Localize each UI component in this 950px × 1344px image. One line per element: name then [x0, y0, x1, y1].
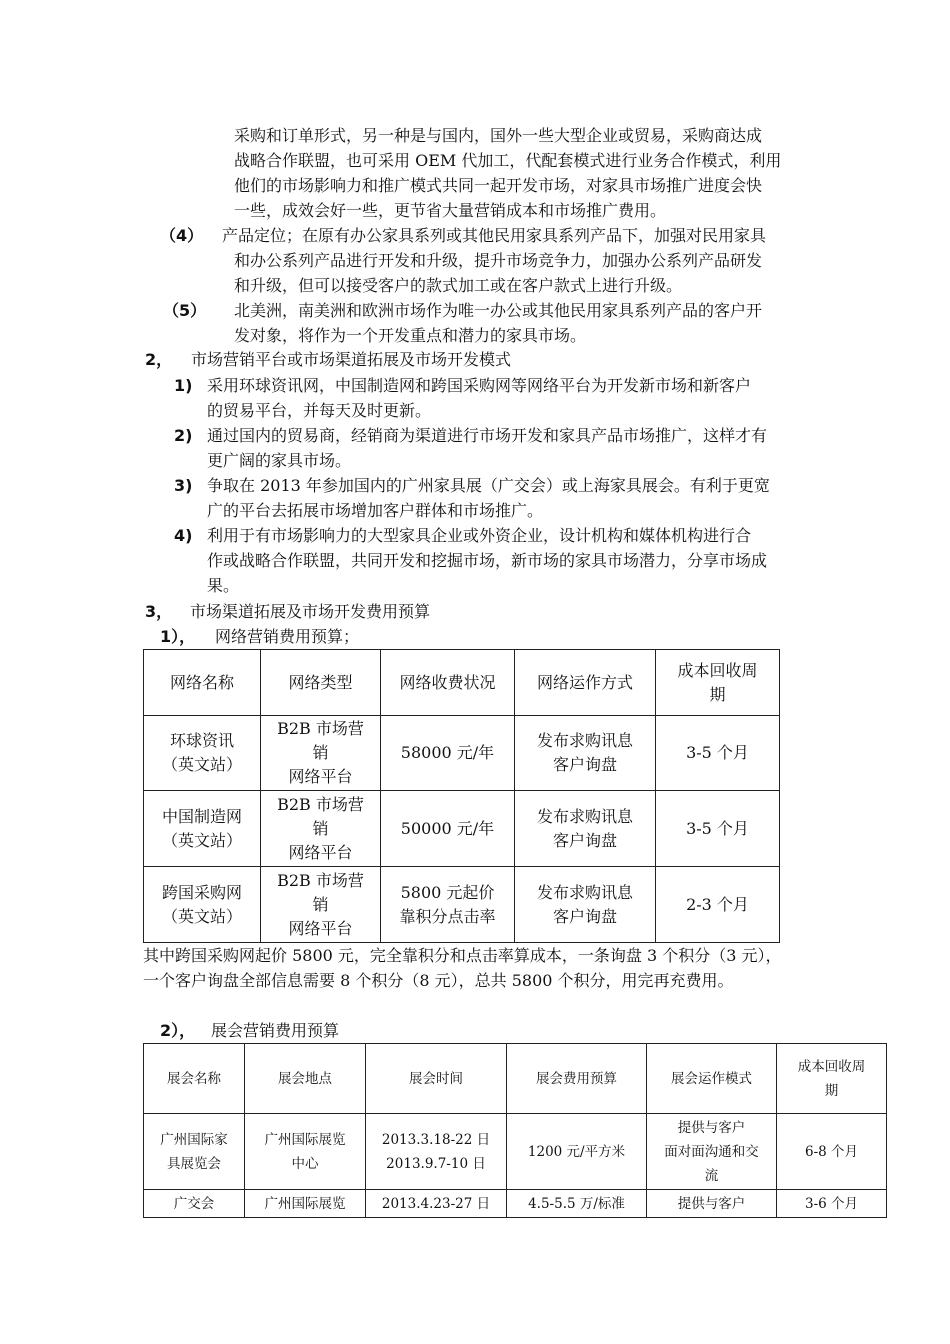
table-header-row	[144, 650, 780, 716]
cell: 提供与客户 面对面沟通和交 流	[647, 1114, 777, 1190]
header-cell: 网络类型	[261, 650, 381, 716]
table-header-row	[144, 1044, 887, 1114]
cell: 4.5-5.5 万/标准	[507, 1190, 647, 1218]
list-text: 的贸易平台，并每天及时更新。	[207, 401, 432, 420]
cell: 广州国际展览	[245, 1190, 366, 1218]
cell: 跨国采购网 （英文站）	[144, 867, 261, 943]
cell: 3-6 个月	[777, 1190, 887, 1218]
cell: 发布求购讯息 客户询盘	[515, 791, 656, 867]
subsection-title: 展会营销费用预算	[211, 1021, 340, 1040]
subsection-title: 网络营销费用预算；	[215, 627, 360, 646]
cell: 6-8 个月	[777, 1114, 887, 1190]
list-text: 采用环球资讯网，中国制造网和跨国采购网等网络平台为开发新市场和新客户	[207, 376, 752, 395]
exhibition-cost-table	[143, 1043, 887, 1218]
item-number: （5）	[163, 301, 207, 320]
section-number: 3，	[145, 602, 173, 621]
cell: 广州国际展览 中心	[245, 1114, 366, 1190]
cell: 中国制造网 （英文站）	[144, 791, 261, 867]
cell: B2B 市场营 销 网络平台	[261, 716, 381, 791]
cell: 2013.3.18-22 日 2013.9.7-10 日	[366, 1114, 507, 1190]
table-row	[144, 867, 780, 943]
cell: 3-5 个月	[656, 791, 780, 867]
item-number: （4）	[160, 226, 204, 245]
list-text: 作或战略合作联盟，共同开发和挖掘市场，新市场的家具市场潜力，分享市场成	[207, 551, 768, 570]
header-cell: 网络名称	[144, 650, 261, 716]
item-text: 和升级，但可以接受客户的款式加工或在客户款式上进行升级。	[234, 276, 683, 295]
list-number: 2)	[174, 426, 193, 445]
cell: 提供与客户	[647, 1190, 777, 1218]
cell: 2013.4.23-27 日	[366, 1190, 507, 1218]
network-cost-table	[143, 649, 780, 943]
item-text: 发对象，将作为一个开发重点和潜力的家具市场。	[234, 326, 587, 345]
header-cell: 成本回收周 期	[656, 650, 780, 716]
section-title: 市场营销平台或市场渠道拓展及市场开发模式	[191, 350, 512, 369]
item-text: 和办公系列产品进行开发和升级，提升市场竞争力，加强办公系列产品研发	[234, 251, 763, 270]
cell: 环球资讯 （英文站）	[144, 716, 261, 791]
list-number: 4)	[174, 526, 193, 545]
cell: B2B 市场营 销 网络平台	[261, 791, 381, 867]
list-number: 3)	[174, 476, 193, 495]
header-cell: 展会费用预算	[507, 1044, 647, 1114]
cell: 50000 元/年	[381, 791, 515, 867]
section-title: 市场渠道拓展及市场开发费用预算	[190, 602, 431, 621]
para-line: 战略合作联盟，也可采用 OEM 代加工，代配套模式进行业务合作模式，利用	[234, 151, 782, 170]
cell: 58000 元/年	[381, 716, 515, 791]
table-row	[144, 791, 780, 867]
header-cell: 网络收费状况	[381, 650, 515, 716]
list-text: 通过国内的贸易商，经销商为渠道进行市场开发和家具产品市场推广，这样才有	[207, 426, 768, 445]
header-cell: 展会运作模式	[647, 1044, 777, 1114]
list-text: 更广阔的家具市场。	[207, 451, 352, 470]
header-cell: 网络运作方式	[515, 650, 656, 716]
header-cell: 展会时间	[366, 1044, 507, 1114]
cell: 广州国际家 具展览会	[144, 1114, 245, 1190]
header-cell: 展会名称	[144, 1044, 245, 1114]
para-line: 他们的市场影响力和推广模式共同一起开发市场，对家具市场推广进度会快	[234, 176, 763, 195]
list-text: 争取在 2013 年参加国内的广州家具展（广交会）或上海家具展会。有利于更宽	[207, 476, 770, 495]
header-cell: 展会地点	[245, 1044, 366, 1114]
cell: 1200 元/平方米	[507, 1114, 647, 1190]
list-number: 1)	[174, 376, 193, 395]
subsection-number: 1），	[160, 627, 196, 646]
note-line: 一个客户询盘全部信息需要 8 个积分（8 元），总共 5800 个积分，用完再充费用。	[143, 971, 734, 990]
cell: 发布求购讯息 客户询盘	[515, 867, 656, 943]
cell: 3-5 个月	[656, 716, 780, 791]
para-line: 采购和订单形式，另一种是与国内，国外一些大型企业或贸易，采购商达成	[234, 126, 763, 145]
cell: 发布求购讯息 客户询盘	[515, 716, 656, 791]
item-text: 北美洲，南美洲和欧洲市场作为唯一办公或其他民用家具系列产品的客户开	[234, 301, 763, 320]
note-line: 其中跨国采购网起价 5800 元，完全靠积分和点击率算成本，一条询盘 3 个积分（3 元），	[143, 946, 782, 965]
item-text: 产品定位；在原有办公家具系列或其他民用家具系列产品下，加强对民用家具	[222, 226, 767, 245]
table-row	[144, 1190, 887, 1218]
section-number: 2，	[145, 350, 173, 369]
table-row	[144, 716, 780, 791]
list-text: 果。	[207, 576, 240, 595]
list-text: 广的平台去拓展市场增加客户群体和市场推广。	[207, 501, 544, 520]
para-line: 一些，成效会好一些，更节省大量营销成本和市场推广费用。	[234, 201, 667, 220]
cell: 2-3 个月	[656, 867, 780, 943]
list-text: 利用于有市场影响力的大型家具企业或外资企业，设计机构和媒体机构进行合	[207, 526, 752, 545]
cell: 5800 元起价 靠积分点击率	[381, 867, 515, 943]
cell: B2B 市场营 销 网络平台	[261, 867, 381, 943]
table-row	[144, 1114, 887, 1190]
cell: 广交会	[144, 1190, 245, 1218]
header-cell: 成本回收周 期	[777, 1044, 887, 1114]
subsection-number: 2），	[160, 1021, 196, 1040]
